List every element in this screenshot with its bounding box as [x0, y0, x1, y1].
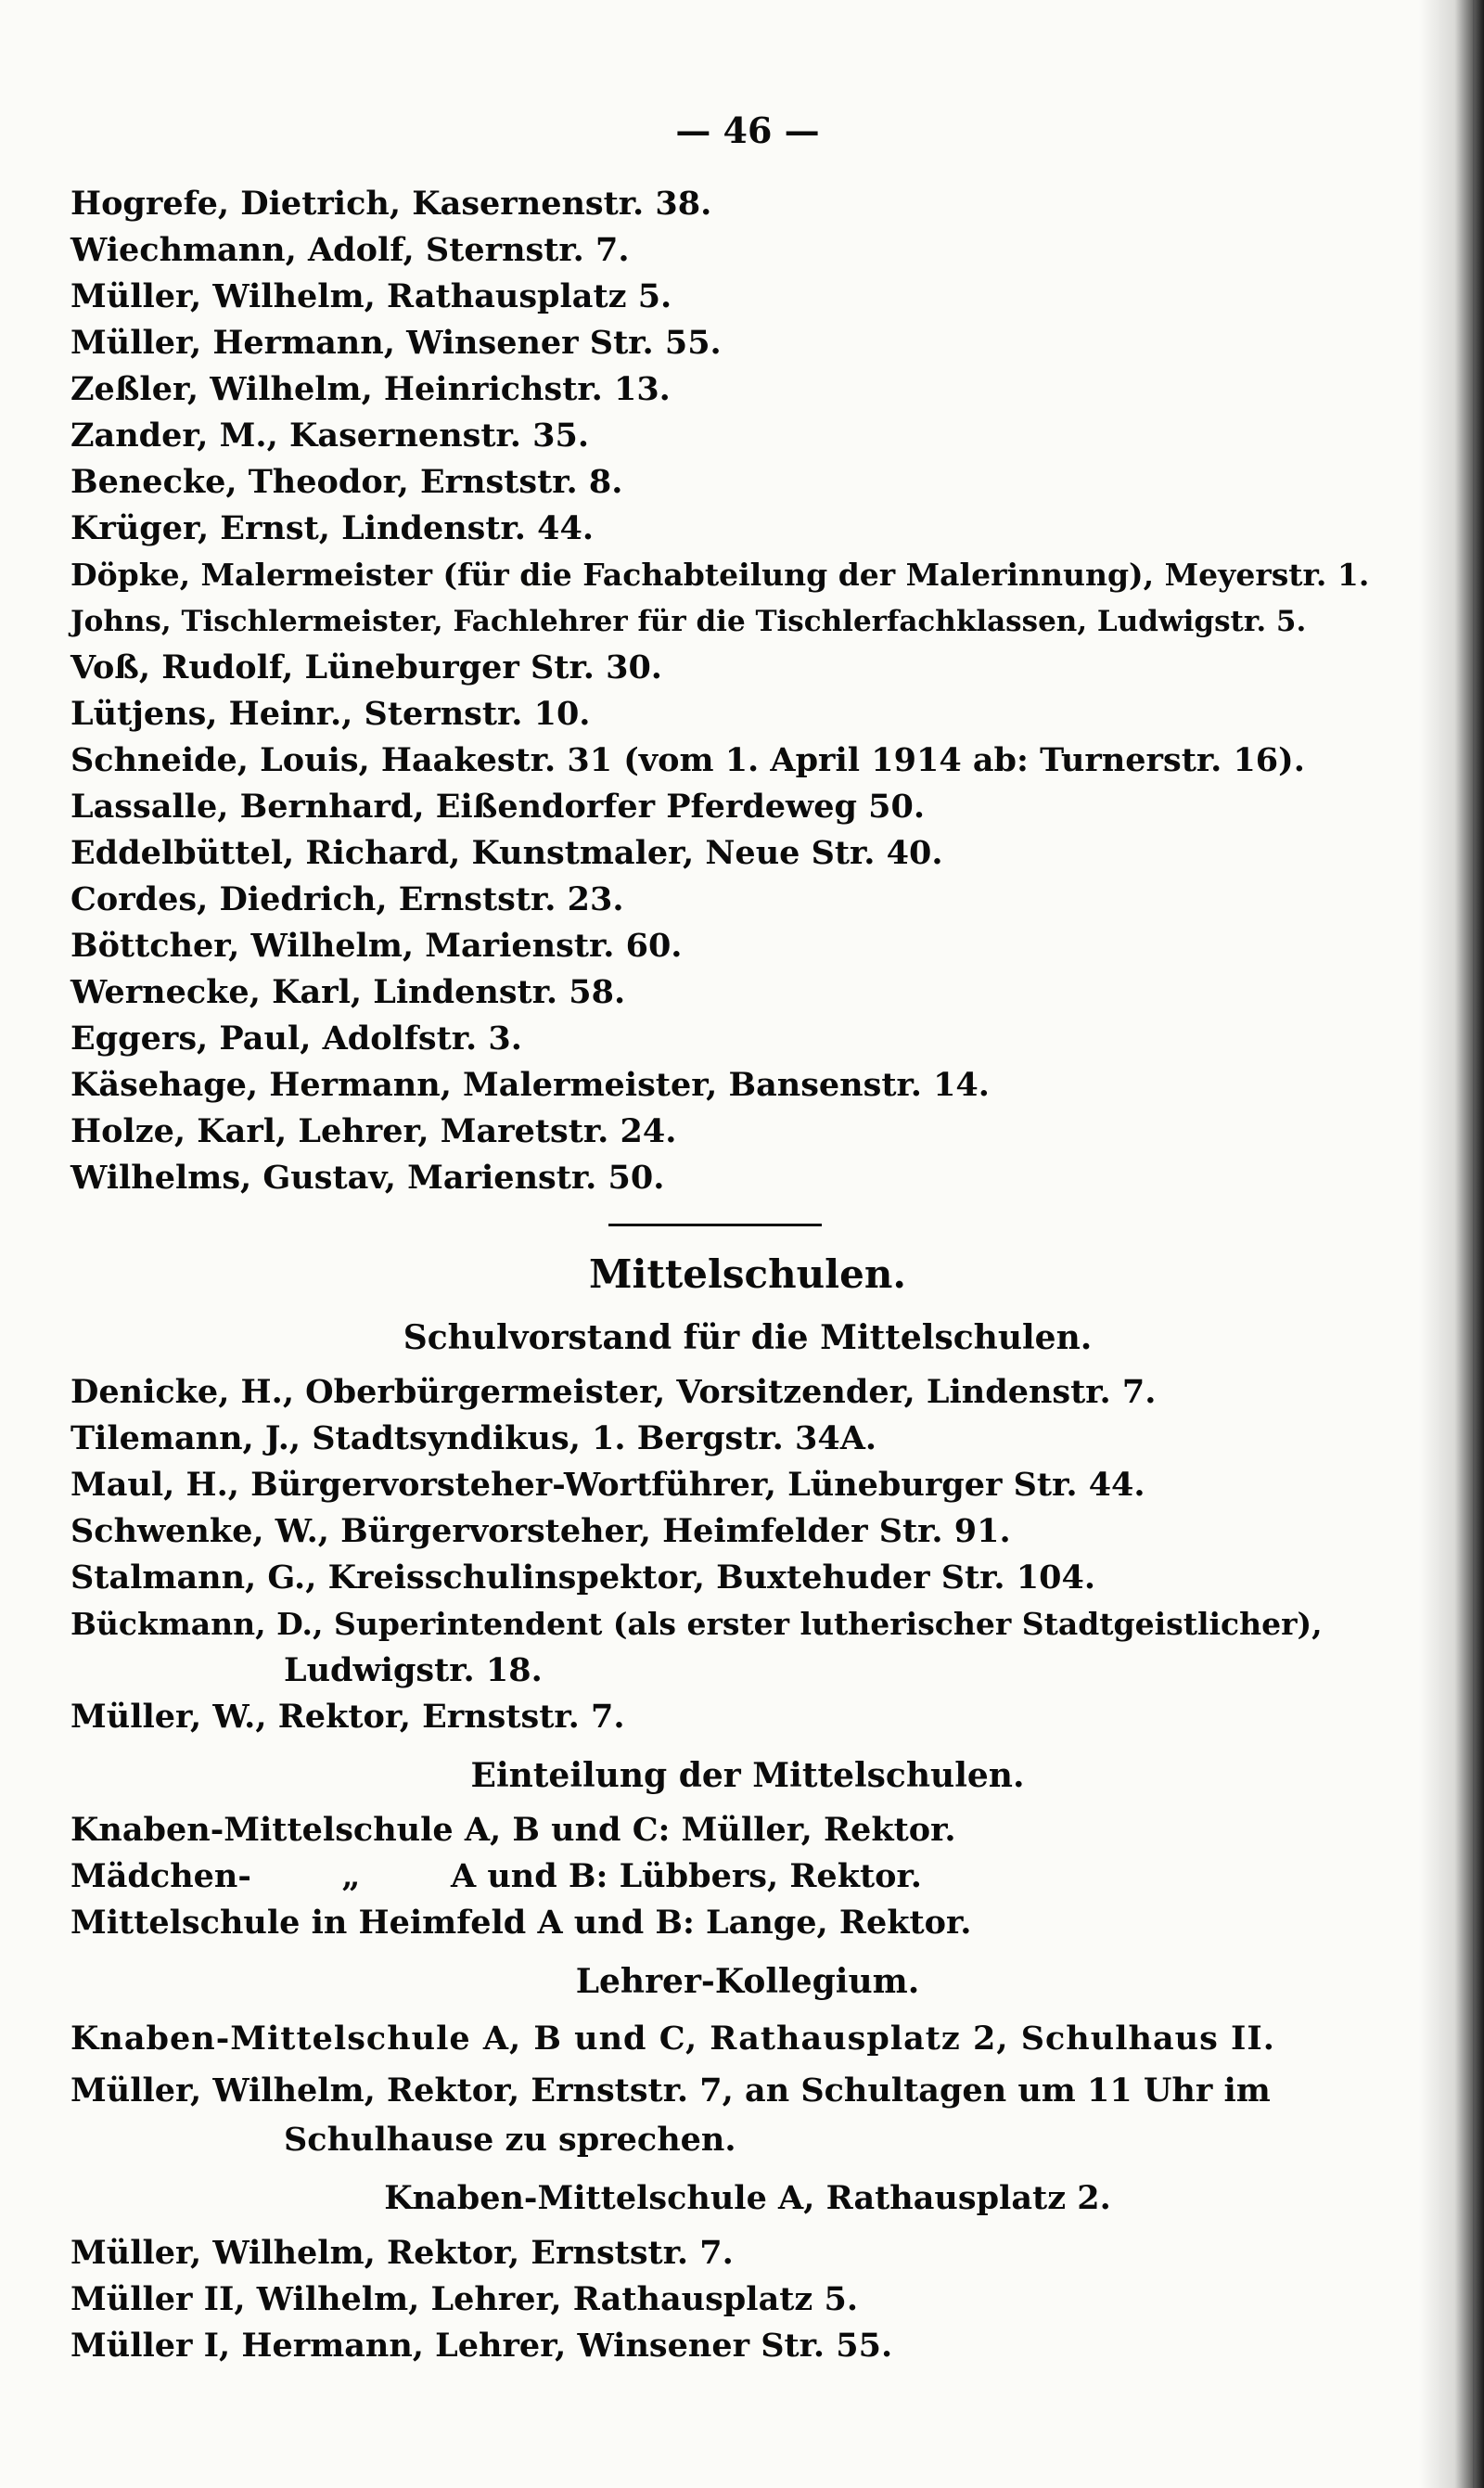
- list-item: Benecke, Theodor, Ernststr. 8.: [70, 463, 623, 501]
- list-item-continuation: [70, 2117, 1369, 2163]
- list-item: Tilemann, J., Stadtsyndikus, 1. Bergstr. 34A.: [70, 1419, 877, 1457]
- list-item: Lütjens, Heinr., Sternstr. 10.: [70, 695, 591, 733]
- list-item: Wilhelms, Gustav, Marienstr. 50.: [70, 1159, 665, 1197]
- einteilung-heading: Einteilung der Mittelschulen.: [470, 1756, 1025, 1795]
- list-item: Böttcher, Wilhelm, Marienstr. 60.: [70, 927, 683, 965]
- list-item: Käsehage, Hermann, Malermeister, Bansenstr. 14.: [70, 1066, 990, 1104]
- list-item: Zander, M., Kasernenstr. 35.: [70, 417, 590, 455]
- list-item: Zeßler, Wilhelm, Heinrichstr. 13.: [70, 370, 671, 408]
- list-item: Döpke, Malermeister (für die Fachabteilung der Malerinnung), Meyerstr. 1.: [70, 557, 1370, 593]
- list-item: Wernecke, Karl, Lindenstr. 58.: [70, 973, 626, 1011]
- einteilung-list: [70, 1807, 1369, 1946]
- list-item: Stalmann, G., Kreisschulinspektor, Buxtehuder Str. 104.: [70, 1558, 1096, 1597]
- list-item: Denicke, H., Oberbürgermeister, Vorsitzender, Lindenstr. 7.: [70, 1373, 1157, 1411]
- list-item-continuation: [70, 1648, 1369, 1694]
- schulvorstand-list: [70, 1369, 1369, 1740]
- page-edge-line: [1473, 0, 1475, 2488]
- list-item: Müller I, Hermann, Lehrer, Winsener Str. 55.: [70, 2327, 893, 2365]
- list-item: Mittelschule in Heimfeld A und B: Lange, Rektor.: [70, 1904, 972, 1942]
- kollegium-list: [70, 2013, 1369, 2369]
- page-number: — 46 —: [675, 109, 820, 151]
- list-item: Knaben-Mittelschule A, B und C: Müller, Rektor.: [70, 1811, 956, 1849]
- list-item: Bückmann, D., Superintendent (als erster lutherischer Stadtgeistlicher),: [70, 1606, 1323, 1642]
- list-item: Holze, Karl, Lehrer, Maretstr. 24.: [70, 1112, 677, 1150]
- section-title: Mittelschulen.: [588, 1251, 907, 1297]
- list-item: Müller, Wilhelm, Rektor, Ernststr. 7, an Schultagen um 11 Uhr im: [70, 2071, 1271, 2110]
- list-item: Müller, Hermann, Winsener Str. 55.: [70, 324, 722, 362]
- school-line: Knaben-Mittelschule A, B und C, Rathausplatz 2, Schulhaus II.: [70, 2020, 1275, 2058]
- list-item: Johns, Tischlermeister, Fachlehrer für die Tischlerfachklassen, Ludwigstr. 5.: [70, 605, 1307, 638]
- kollegium-heading: Lehrer-Kollegium.: [575, 1962, 920, 2001]
- list-item: Krüger, Ernst, Lindenstr. 44.: [70, 509, 595, 547]
- list-item: Müller II, Wilhelm, Lehrer, Rathausplatz 5.: [70, 2280, 859, 2318]
- continuation-text: Ludwigstr. 18.: [284, 1651, 543, 1689]
- list-item: Hogrefe, Dietrich, Kasernenstr. 38.: [70, 185, 712, 223]
- address-list: [70, 181, 1369, 1201]
- list-item: Müller, Wilhelm, Rathausplatz 5.: [70, 277, 672, 315]
- schulvorstand-heading: Schulvorstand für die Mittelschulen.: [403, 1318, 1093, 1357]
- section-divider: [608, 1224, 822, 1226]
- kollegium-subheading: Knaben-Mittelschule A, Rathausplatz 2.: [384, 2179, 1111, 2217]
- list-item: Mädchen- „ A und B: Lübbers, Rektor.: [70, 1857, 922, 1895]
- list-item: Maul, H., Bürgervorsteher-Wortführer, Lüneburger Str. 44.: [70, 1466, 1145, 1504]
- list-item: Eggers, Paul, Adolfstr. 3.: [70, 1020, 522, 1058]
- list-item: Schwenke, W., Bürgervorsteher, Heimfelder Str. 91.: [70, 1512, 1011, 1550]
- list-item: Eddelbüttel, Richard, Kunstmaler, Neue Str. 40.: [70, 834, 943, 872]
- list-item: Voß, Rudolf, Lüneburger Str. 30.: [70, 648, 662, 686]
- page-content: [70, 109, 1369, 2369]
- list-item: Müller, W., Rektor, Ernststr. 7.: [70, 1698, 625, 1736]
- list-item: Lassalle, Bernhard, Eißendorfer Pferdeweg 50.: [70, 788, 926, 826]
- continuation-text: Schulhause zu sprechen.: [284, 2121, 736, 2159]
- list-item: Cordes, Diedrich, Ernststr. 23.: [70, 880, 624, 918]
- list-item: Wiechmann, Adolf, Sternstr. 7.: [70, 231, 630, 269]
- list-item: Schneide, Louis, Haakestr. 31 (vom 1. April 1914 ab: Turnerstr. 16).: [70, 741, 1305, 779]
- list-item: Müller, Wilhelm, Rektor, Ernststr. 7.: [70, 2234, 734, 2272]
